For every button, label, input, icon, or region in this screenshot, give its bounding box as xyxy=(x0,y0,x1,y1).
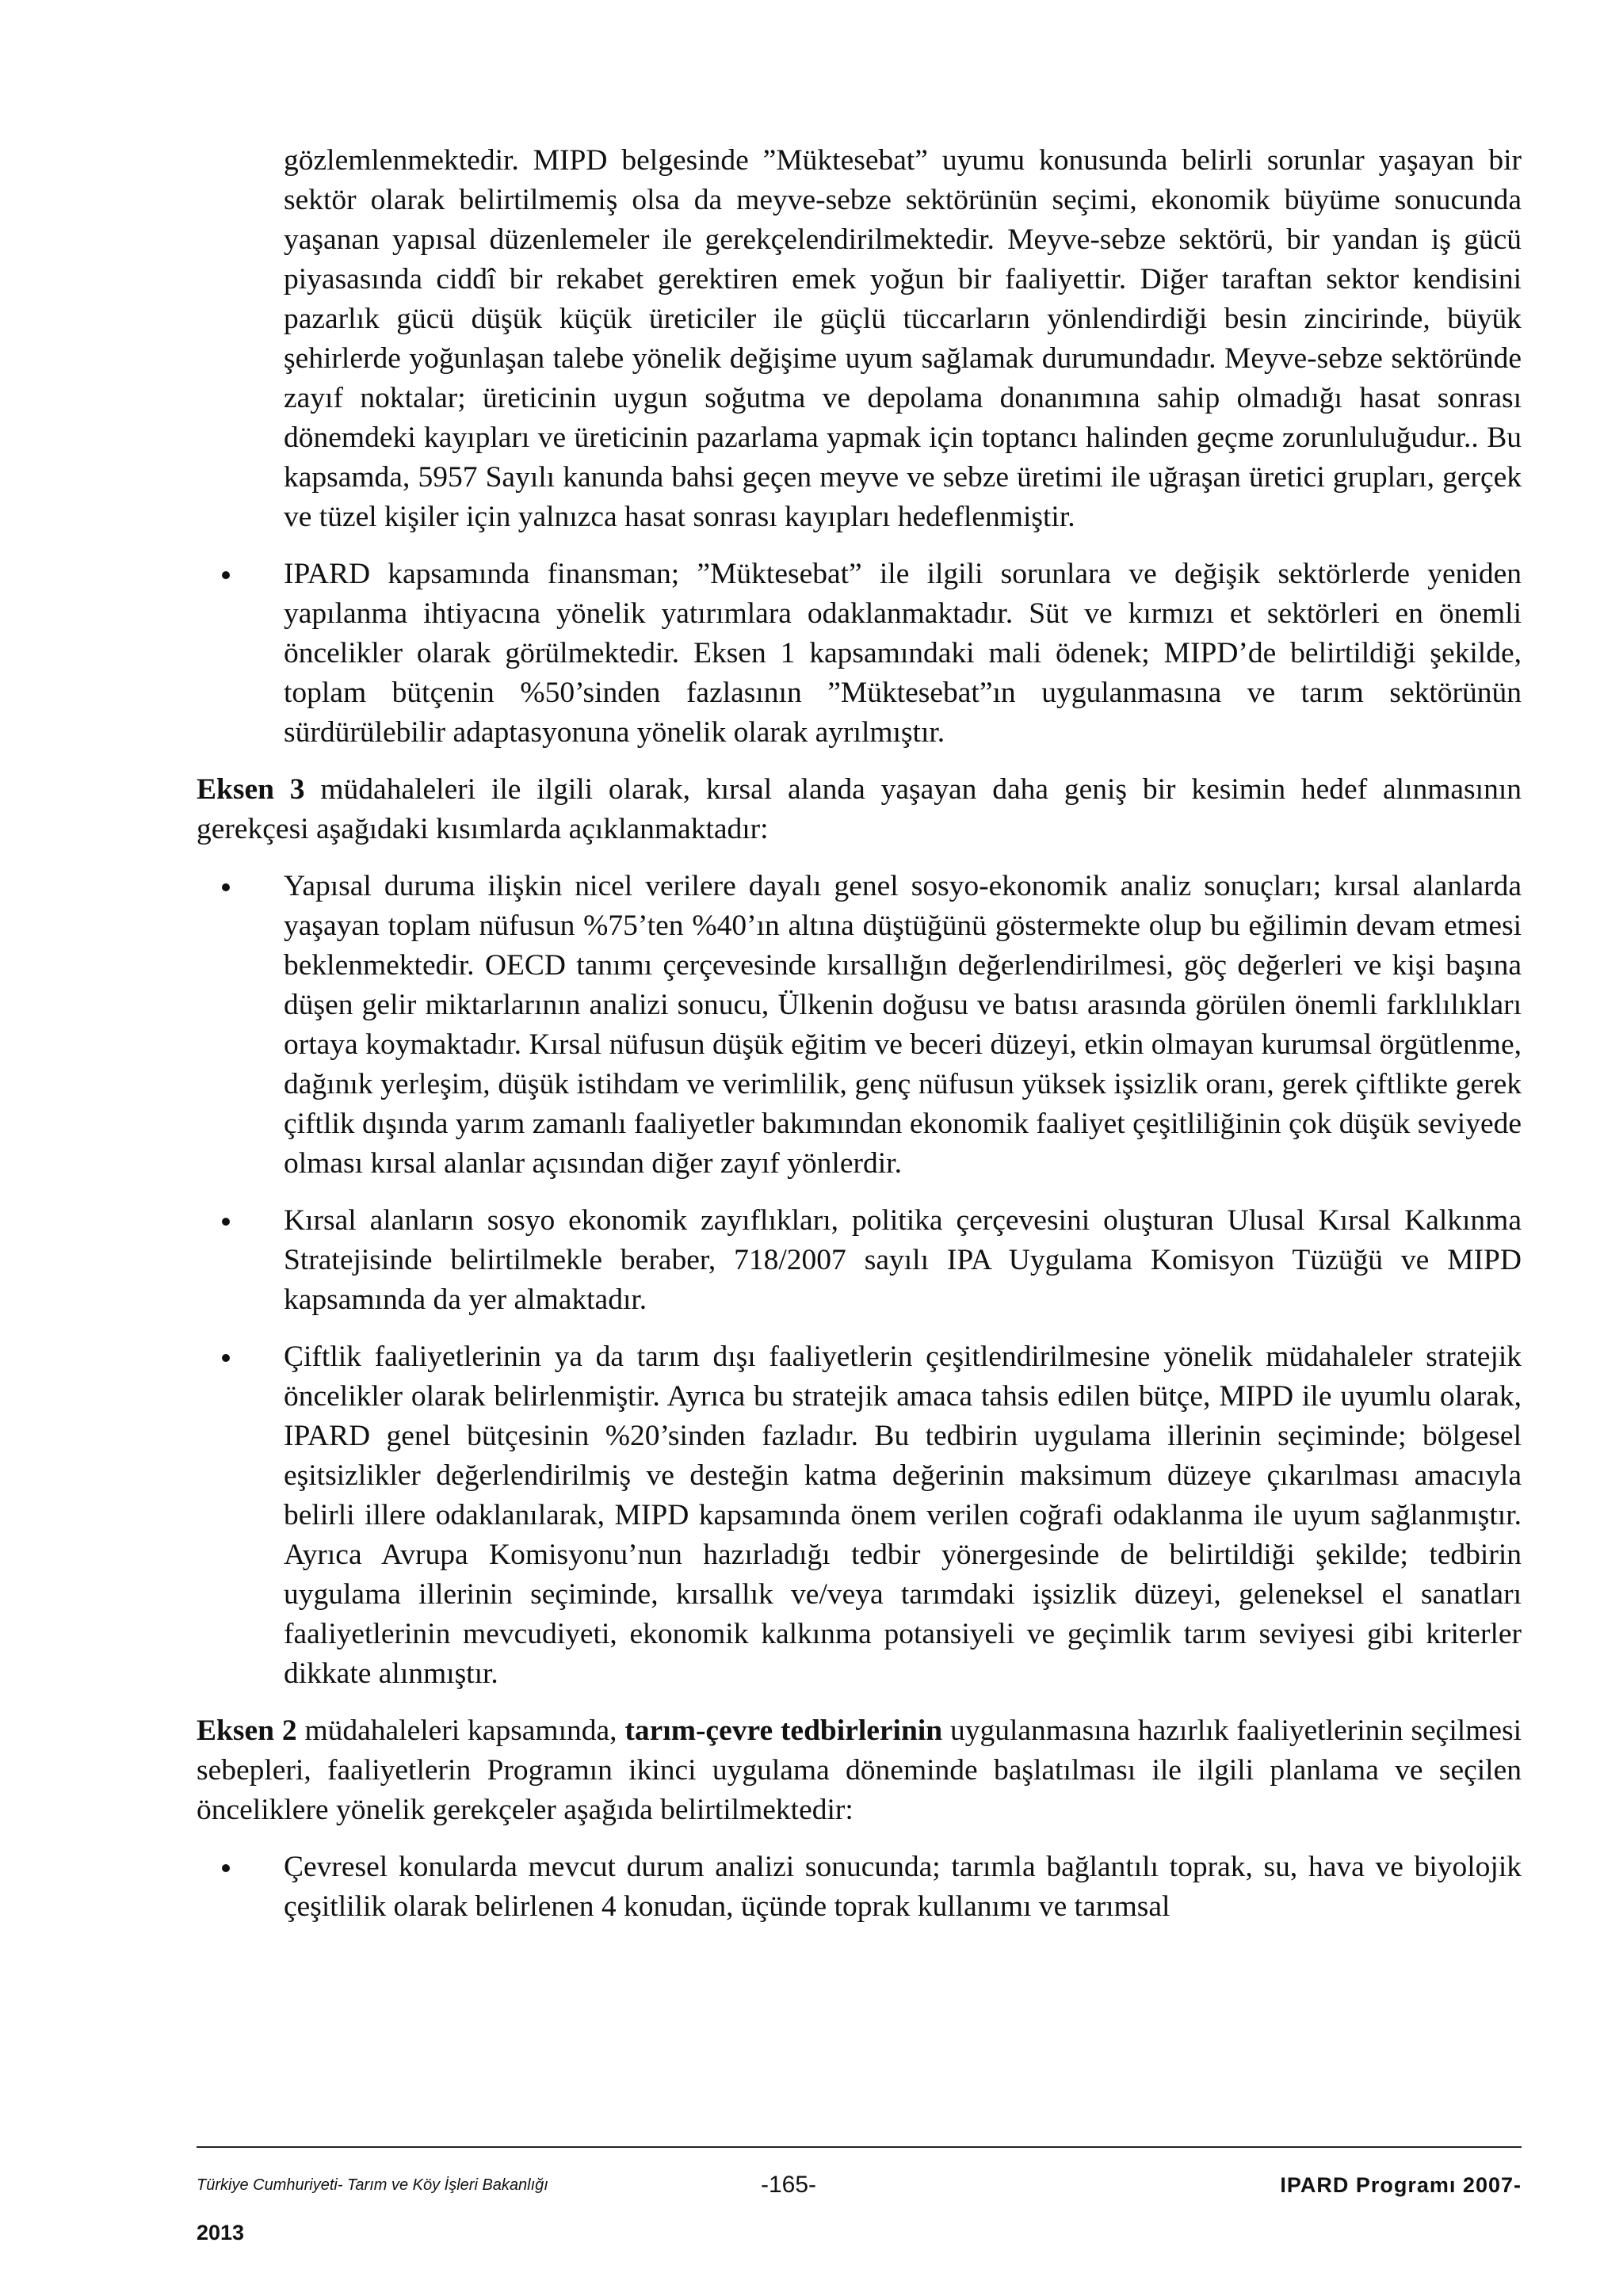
list-item xyxy=(197,867,1522,1184)
bullet-icon xyxy=(222,1218,230,1226)
list-item xyxy=(197,1848,1522,1927)
footer-divider xyxy=(197,2146,1522,2148)
bullet-text-ciftlik: Çiftlik faaliyetlerinin ya da tarım dışı faaliyetlerin çeşitlendirilmesine yönelik müdahaleler stratejik öncelikler olarak belirlenmiştir. Ayrıca bu stratejik amaca tahsis edilen bütçe, MIPD ile uyumlu olarak, IPARD genel bütçesinin %20’sinden fazladır. Bu tedbirin uygulama illerinin seçiminde; bölgesel eşitsizlikler değerlendirilmiş ve desteğin katma değerinin maksimum düzeye çıkarılması amacıyla belirli illere odaklanılarak, MIPD kapsamında önem verilen coğrafi odaklanma ile uyum sağlanmıştır. Ayrıca Avrupa Komisyonu’nun hazırladığı tedbir yönergesinde de belirtildiği şekilde; tedbirin uygulama illerinin seçiminde, kırsallık ve/veya tarımdaki işsizlik düzeyi, geleneksel el sanatları faaliyetlerinin mevcudiyeti, ekonomik kalkınma potansiyeli ve geçimlik tarım seviyesi gibi kriterler dikkate alınmıştır. xyxy=(284,1341,1522,1690)
footer-program-title: IPARD Programı 2007- xyxy=(1280,2173,1522,2197)
eksen3-heading: Eksen 3 xyxy=(197,773,305,806)
bullet-text-yapisal: Yapısal duruma ilişkin nicel verilere dayalı genel sosyo-ekonomik analiz sonuçları; kırsal alanlarda yaşayan toplam nüfusun %75’ten %40’ın altına düştüğünü göstermekte olup bu eğilimin devam etmesi beklenmektedir. OECD tanımı çerçevesinde kırsallığın değerlendirilmesi, göç değerleri ve kişi başına düşen gelir miktarlarının analizi sonucu, Ülkenin doğusu ve batısı arasında görülen önemli farklılıkları ortaya koymaktadır. Kırsal nüfusun düşük eğitim ve beceri düzeyi, etkin olmayan kurumsal örgütlenme, dağınık yerleşim, düşük istihdam ve verimlilik, genç nüfusun yüksek işsizlik oranı, gerek çiftlikte gerek çiftlik dışında yarım zamanlı faaliyetler bakımından ekonomik faaliyet çeşitliliğinin çok düşük seviyede olması kırsal alanlar açısından diğer zayıf yönlerdir. xyxy=(284,870,1522,1180)
bullet-icon xyxy=(222,1864,230,1872)
list-item xyxy=(197,1337,1522,1694)
list-item xyxy=(197,555,1522,753)
bullet-icon xyxy=(222,571,230,579)
intro-continuation-paragraph: gözlemlenmektedir. MIPD belgesinde ”Müktesebat” uyumu konusunda belirli sorunlar yaşayan bir sektör olarak belirtilmemiş olsa da meyve-sebze sektörünün seçimi, ekonomik büyüme sonucunda yaşanan yapısal düzenlemeler ile gerekçelendirilmektedir. Meyve-sebze sektörü, bir yandan iş gücü piyasasında ciddî bir rekabet gerektiren emek yoğun bir faaliyettir. Diğer taraftan sektor kendisini pazarlık gücü düşük küçük üreticiler ile güçlü tüccarların yönlendirdiği besin zincirinde, büyük şehirlerde yoğunlaşan talebe yönelik değişime uyum sağlamak durumundadır. Meyve-sebze sektöründe zayıf noktalar; üreticinin uygun soğutma ve depolama donanımına sahip olmadığı hasat sonrası dönemdeki kayıpları ve üreticinin pazarlama yapmak için toptancı halinden geçme zorunluluğudur.. Bu kapsamda, 5957 Sayılı kanunda bahsi geçen meyve ve sebze üretimi ile uğraşan üretici grupları, gerçek ve tüzel kişiler için yalnızca hasat sonrası kayıpları hedeflenmiştir. xyxy=(284,144,1522,533)
bullet-text-cevresel: Çevresel konularda mevcut durum analizi sonucunda; tarımla bağlantılı toprak, su, hava ve biyolojik çeşitlilik olarak belirlenen 4 konudan, üçünde toprak kullanımı ve tarımsal xyxy=(284,1851,1522,1923)
eksen3-paragraph xyxy=(197,770,1522,849)
bullet-text-ipard: IPARD kapsamında finansman; ”Müktesebat” ile ilgili sorunlara ve değişik sektörlerde yeniden yapılanma ihtiyacına yönelik yatırımlara odaklanmaktadır. Süt ve kırmızı et sektörleri en önemli öncelikler olarak görülmektedir. Eksen 1 kapsamındaki mali ödenek; MIPD’de belirtildiği şekilde, toplam bütçenin %50’sinden fazlasının ”Müktesebat”ın uygulanmasına ve tarım sektörünün sürdürülebilir adaptasyonuna yönelik olarak ayrılmıştır. xyxy=(284,558,1522,749)
eksen2-text-a: müdahaleleri kapsamında, xyxy=(296,1714,625,1747)
eksen2-text-b: uygulanmasına hazırlık faaliyetlerinin seçilmesi sebepleri, faaliyetlerin Programın ikinci uygulama döneminde başlatılması ile ilgili planlama ve seçilen önceliklere yönelik gerekçeler aşağıda belirtilmektedir: xyxy=(197,1714,1522,1826)
bullet-icon xyxy=(222,1354,230,1362)
eksen2-paragraph xyxy=(197,1711,1522,1830)
footer-program-year: 2013 xyxy=(197,2221,245,2245)
footer-ministry: Türkiye Cumhuriyeti- Tarım ve Köy İşleri Bakanlığı xyxy=(197,2176,548,2194)
eksen3-text: müdahaleleri ile ilgili olarak, kırsal alanda yaşayan daha geniş bir kesimin hedef alınmasının gerekçesi aşağıdaki kısımlarda açıklanmaktadır: xyxy=(197,773,1522,845)
footer-page-number: -165- xyxy=(761,2172,817,2198)
page-body xyxy=(197,141,1522,1944)
bullet-icon xyxy=(222,883,230,891)
eksen2-heading: Eksen 2 xyxy=(197,1714,297,1747)
page-footer xyxy=(197,2172,1522,2203)
eksen2-bold-phrase: tarım-çevre tedbirlerinin xyxy=(624,1714,943,1747)
bullet-text-kirsal: Kırsal alanların sosyo ekonomik zayıflıkları, politika çerçevesini oluşturan Ulusal Kırsal Kalkınma Stratejisinde belirtilmekle beraber, 718/2007 sayılı IPA Uygulama Komisyon Tüzüğü ve MIPD kapsamında da yer almaktadır. xyxy=(284,1204,1522,1316)
list-item xyxy=(197,1201,1522,1320)
